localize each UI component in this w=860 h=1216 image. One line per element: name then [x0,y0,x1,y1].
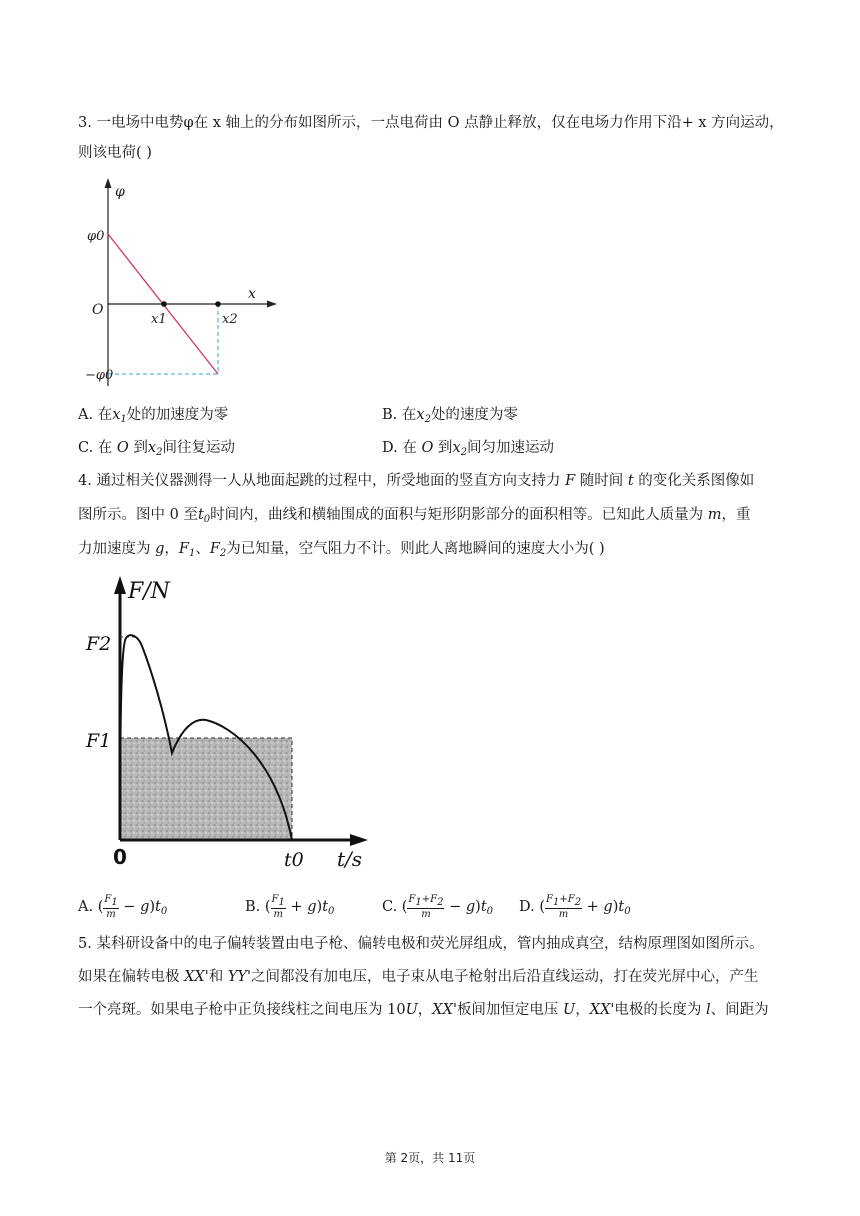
q3-option-a[interactable]: A. 在$x_1$处的加速度为零 [78,407,229,425]
q5-stem-line-3: 一个亮斑。如果电子枪中正负接线柱之间电压为 10U，XX'板间加恒定电压 U，XX'电极的长度为 l、间距为 [78,1002,769,1018]
q3-x2-label: x2 [222,312,238,327]
q4-stem-line-2: 图所示。图中 0 至$t_0$时间内，曲线和横轴围成的面积与矩形阴影部分的面积相等。已知此人质量为 m，重 [78,507,751,525]
q4-origin-label: 0 [113,845,127,869]
q3-potential-graph [85,176,285,392]
q3-x-arrow-icon [267,301,277,308]
q4-option-c[interactable]: C. ( $\frac{F_1+F_2}{m}$ − $g)t_0$ [382,894,494,920]
q4-f1-label: F1 [86,730,112,752]
q3-option-b[interactable]: B. 在$x_2$处的速度为零 [382,407,518,425]
q3-stem-line-1: 3. 一电场中电势φ在 x 轴上的分布如图所示，一点电荷由 O 点静止释放，仅在电场力作用下沿+ x 方向运动， [78,115,784,131]
q3-neg-phi0-label: −φ0 [85,368,114,383]
q3-option-d[interactable]: D. 在 O 到$x_2$间匀加速运动 [382,440,554,458]
q3-point-x2 [215,301,221,307]
q4-stem-line-1: 4. 通过相关仪器测得一人从地面起跳的过程中，所受地面的竖直方向支持力 F 随时间 t 的变化关系图像如 [78,473,755,489]
q3-y-arrow-icon [105,178,112,188]
q3-origin-label: O [92,302,104,318]
q4-force-graph [82,572,372,872]
q4-x-arrow-icon [350,834,368,846]
q4-y-label: F/N [128,579,170,604]
q4-t0-label: t0 [284,849,304,871]
q4-x-label: t/s [337,847,363,871]
page-footer: 第 2页，共 11页 [384,1151,476,1165]
q4-option-d[interactable]: D. ( $\frac{F_1+F_2}{m}$ + $g)t_0$ [519,894,631,920]
q3-x-label: x [248,286,256,302]
q3-option-c[interactable]: C. 在 O 到$x_2$间往复运动 [78,440,235,458]
q4-y-arrow-icon [114,576,126,594]
q4-stem-line-3: 力加速度为 g，$F_1$、$F_2$为已知量，空气阻力不计。则此人离地瞬间的速度大小为( ) [78,541,605,559]
q3-x1-label: x1 [151,312,167,327]
q3-phi0-label: φ0 [87,229,105,244]
q3-point-x1 [161,301,167,307]
q4-option-a[interactable]: A. ( $\frac{F_1}{m}$ − $g)t_0$ [78,894,168,920]
q4-f2-label: F2 [86,633,112,655]
q4-shaded-rectangle [120,738,292,840]
q3-stem-line-2: 则该电荷( ) [78,145,152,161]
q5-stem-line-1: 5. 某科研设备中的电子偏转装置由电子枪、偏转电极和荧光屏组成，管内抽成真空，结构原理图如图所示。 [78,936,764,952]
q5-stem-line-2: 如果在偏转电极 XX'和 YY'之间都没有加电压，电子束从电子枪射出后沿直线运动，打在荧光屏中心，产生 [78,969,759,985]
q3-y-label: φ [115,184,125,200]
q4-option-b[interactable]: B. ( $\frac{F_1}{m}$ + $g)t_0$ [245,894,335,920]
